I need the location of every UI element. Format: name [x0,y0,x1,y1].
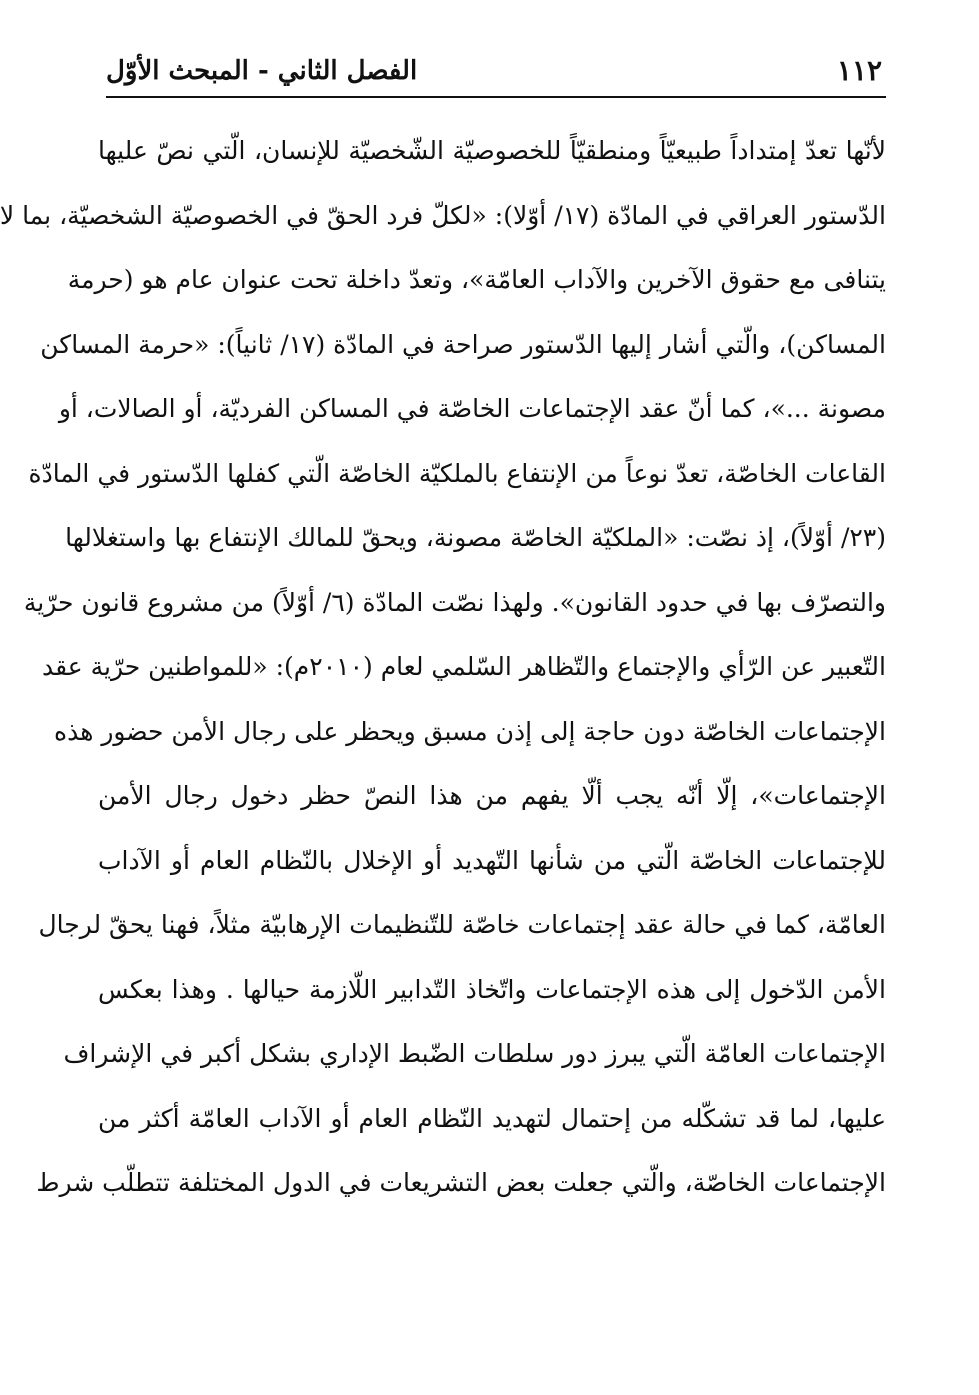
text-line: يتنافى مع حقوق الآخرين والآداب العامّة»، وتعدّ داخلة تحت عنوان عام هو (حرمة [67,265,886,294]
document-page [2,0,979,1395]
text-line: المساكن)، والّتي أشار إليها الدّستور صراحة في المادّة (١٧/ ثانياً): «حرمة المساكن [40,329,886,359]
text-line: (٢٣/ أوّلاً)، إذ نصّت: «الملكيّة الخاصّة مصونة، ويحقّ للمالك الإنتفاع بها واستغلالها [65,523,886,552]
header-divider [106,96,886,98]
text-line: والتصرّف بها في حدود القانون». ولهذا نصّت المادّة (٦/ أوّلاً) من مشروع قانون حرّية [23,587,886,617]
text-line: عليها، لما قد تشكّله من إحتمال لتهديد النّظام العام أو الآداب العامّة أكثر من [98,1103,886,1133]
text-line: الإجتماعات»، إلّا أنّه يجب ألّا يفهم من هذا النصّ حظر دخول رجال الأمن [98,781,886,810]
text-line: لأنّها تعدّ إمتداداً طبيعيّاً ومنطقيّاً للخصوصيّة الشّخصيّة للإنسان، الّتي نصّ عليها [98,136,886,165]
body-text [0,125,886,1222]
text-line: الدّستور العراقي في المادّة (١٧/ أوّلا): «لكلّ فرد الحقّ في الخصوصيّة الشخصيّة، بما لا [0,200,886,230]
page-number: ١١٢ [836,54,882,87]
text-line: الإجتماعات الخاصّة، والّتي جعلت بعض التشريعات في الدول المختلفة تتطلّب شرط [36,1168,886,1197]
chapter-title: الفصل الثاني - المبحث الأوّل [106,56,418,86]
text-line: للإجتماعات الخاصّة الّتي من شأنها التّهديد أو الإخلال بالنّظام العام أو الآداب [98,845,886,875]
text-line: التّعبير عن الرّأي والإجتماع والتّظاهر السّلمي لعام (٢٠١٠م): «للمواطنين حرّية عقد [41,652,886,681]
running-header [106,52,882,92]
text-line: مصونة ...»، كما أنّ عقد الإجتماعات الخاصّة في المساكن الفرديّة، أو الصالات، أو [58,394,886,423]
text-line: الأمن الدّخول إلى هذه الإجتماعات واتّخاذ التّدابير اللّازمة حيالها . وهذا بعكس [98,974,886,1004]
text-line: الإجتماعات الخاصّة دون حاجة إلى إذن مسبق ويحظر على رجال الأمن حضور هذه [53,716,886,746]
text-line: العامّة، كما في حالة عقد إجتماعات خاصّة للتّنظيمات الإرهابيّة مثلاً، فهنا يحقّ لرجال [38,910,886,939]
text-line: القاعات الخاصّة، تعدّ نوعاً من الإنتفاع بالملكيّة الخاصّة الّتي كفلها الدّستور في المادّة [28,458,886,488]
text-line: الإجتماعات العامّة الّتي يبرز دور سلطات الضّبط الإداري بشكل أكبر في الإشراف [63,1039,886,1068]
